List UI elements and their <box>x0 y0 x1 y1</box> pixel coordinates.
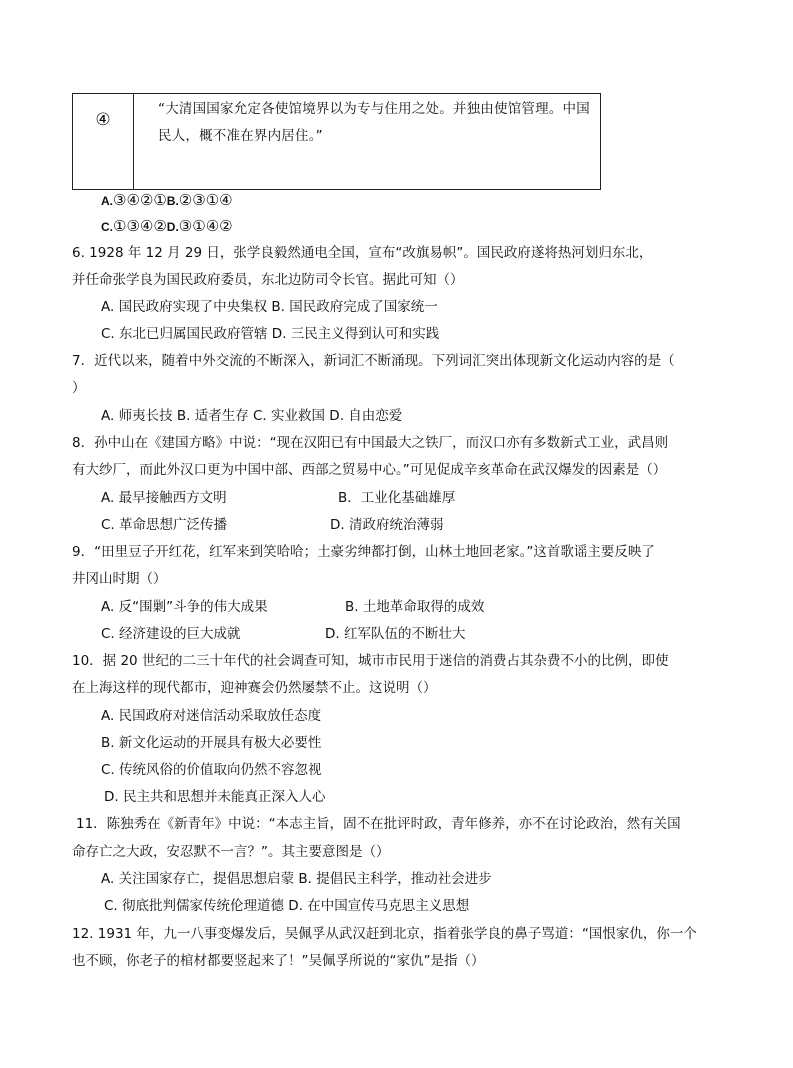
q9-option-d: D. 红军队伍的不断壮大 <box>325 626 466 642</box>
option-label-c: C. <box>101 220 113 234</box>
q11-options-ab: A. 关注国家存亡，提倡思想启蒙 B. 提倡民主科学，推动社会进步 <box>101 871 492 887</box>
option-b-text: ②③①④ <box>178 191 233 209</box>
q10-stem-line1: 10．据 20 世纪的二三十年代的社会调查可知，城市市民用于迷信的消费占其杂费不小的比例，即使 <box>72 653 669 669</box>
prev-option-row-1 <box>101 190 233 211</box>
q9-stem-line2: 井冈山时期（） <box>72 571 167 587</box>
option-d-text: ③①④② <box>178 217 233 235</box>
option-label-b: B. <box>166 194 179 208</box>
q11-stem-line1: 11．陈独秀在《新青年》中说：“本志主旨，固不在批评时政，青年修养，亦不在讨论政治，然有关国 <box>76 816 681 832</box>
q10-option-c: C. 传统风俗的价值取向仍然不容忽视 <box>101 762 322 778</box>
q8-stem-line2: 有大纱厂，而此外汉口更为中国中部、西部之贸易中心。”可见促成辛亥革命在武汉爆发的因素是（） <box>72 462 667 478</box>
q9-option-b: B. 土地革命取得的成效 <box>345 599 485 615</box>
q7-stem-line2: ） <box>72 380 86 396</box>
q6-stem-line1: 6. 1928 年 12 月 29 日，张学良毅然通电全国，宣布“改旗易帜”。国民政府遂将热河划归东北， <box>72 245 653 261</box>
q10-option-b: B. 新文化运动的开展具有极大必要性 <box>101 735 322 751</box>
q8-option-d: D. 清政府统治薄弱 <box>330 517 444 533</box>
q10-option-a: A. 民国政府对迷信活动采取放任态度 <box>101 708 322 724</box>
table-row-number: ④ <box>73 94 134 190</box>
q7-options: A. 师夷长技 B. 适者生存 C. 实业救国 D. 自由恋爱 <box>101 408 403 424</box>
q9-option-a: A. 反“围剿”斗争的伟大成果 <box>101 599 268 615</box>
q12-stem-line2: 也不顾，你老子的棺材都要竖起来了！”吴佩孚所说的“家仇”是指（） <box>72 953 485 969</box>
q12-stem-line1: 12. 1931 年，九一八事变爆发后，吴佩孚从武汉赶到北京，指着张学良的鼻子骂道：“国恨家仇，你一个 <box>72 926 697 942</box>
q9-stem-line1: 9．“田里豆子开红花，红军来到笑哈哈；土豪劣绅都打倒，山林土地回老家。”这首歌谣主要反映了 <box>72 544 655 560</box>
q6-options-cd: C. 东北已归属国民政府管辖 D. 三民主义得到认可和实践 <box>101 326 440 342</box>
option-label-d: D. <box>166 220 179 234</box>
prev-option-row-2 <box>101 216 233 237</box>
option-a-text: ③④②① <box>113 191 167 209</box>
q8-option-b: B．工业化基础雄厚 <box>338 490 456 506</box>
q6-options-ab: A. 国民政府实现了中央集权 B. 国民政府完成了国家统一 <box>101 299 438 315</box>
q10-stem-line2: 在上海这样的现代都市，迎神赛会仍然屡禁不止。这说明（） <box>72 680 437 696</box>
q8-option-a: A. 最早接触西方文明 <box>101 490 227 506</box>
q8-option-c: C. 革命思想广泛传播 <box>101 517 228 533</box>
source-table-fragment <box>72 93 601 190</box>
q9-option-c: C. 经济建设的巨大成就 <box>101 626 241 642</box>
option-label-a: A. <box>101 194 113 208</box>
q8-stem-line1: 8．孙中山在《建国方略》中说：“现在汉阳已有中国最大之铁厂，而汉口亦有多数新式工业，武昌则 <box>72 435 669 451</box>
option-c-text: ①③④② <box>113 217 167 235</box>
q11-stem-line2: 命存亡之大政，安忍默不一言？”。其主要意图是（） <box>72 844 390 860</box>
q6-stem-line2: 并任命张学良为国民政府委员，东北边防司令长官。据此可知（） <box>72 272 464 288</box>
table-row <box>73 94 601 190</box>
q7-stem-line1: 7．近代以来，随着中外交流的不断深入，新词汇不断涌现。下列词汇突出体现新文化运动内容的是（ <box>72 353 675 369</box>
table-quote-cell <box>134 94 601 190</box>
q10-option-d: D. 民主共和思想并未能真正深入人心 <box>104 789 326 805</box>
table-quote-line1: “大清国国家允定各使馆境界以为专与住用之处。并独由使馆管理。中国 <box>158 101 590 117</box>
q11-options-cd: C. 彻底批判儒家传统伦理道德 D. 在中国宣传马克思主义思想 <box>104 898 470 914</box>
table-quote-line2: 民人，概不准在界内居住。” <box>158 128 323 144</box>
